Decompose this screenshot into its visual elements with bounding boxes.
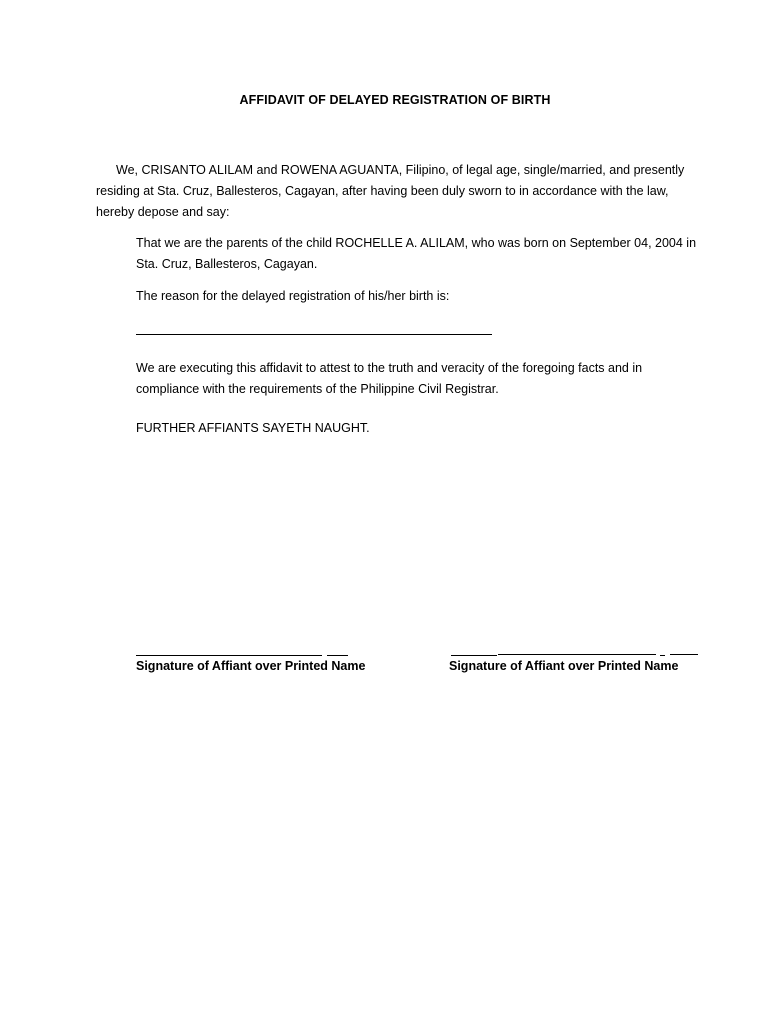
closing-statement: FURTHER AFFIANTS SAYETH NAUGHT. [136, 421, 370, 435]
parents-line-2: Sta. Cruz, Ballesteros, Cagayan. [136, 257, 318, 271]
reason-paragraph: The reason for the delayed registration of his/her birth is: [136, 289, 450, 303]
signature-line-right-gap [660, 655, 665, 656]
intro-line-2: residing at Sta. Cruz, Ballesteros, Cagayan, after having been duly sworn to in accordance with the law, [96, 184, 669, 198]
intro-line-1: We, CRISANTO ALILAM and ROWENA AGUANTA, Filipino, of legal age, single/married, and presently [116, 163, 685, 177]
reason-blank-line [136, 334, 492, 335]
signature-line-right [498, 654, 656, 655]
signature-label-right: Signature of Affiant over Printed Name [449, 659, 679, 673]
executing-line-1: We are executing this affidavit to attest to the truth and veracity of the foregoing facts and in [136, 361, 643, 375]
parents-line-1: That we are the parents of the child ROCHELLE A. ALILAM, who was born on September 04, 2004 in [136, 236, 697, 250]
executing-line-2: compliance with the requirements of the Philippine Civil Registrar. [136, 382, 499, 396]
intro-paragraph [96, 160, 685, 223]
signature-line-right-start [451, 655, 497, 656]
signature-label-left: Signature of Affiant over Printed Name [136, 659, 366, 673]
signature-line-left-tail [327, 655, 348, 656]
executing-paragraph [136, 358, 642, 400]
signature-line-right-tail [670, 654, 698, 655]
signature-line-left [136, 655, 322, 656]
document-title: AFFIDAVIT OF DELAYED REGISTRATION OF BIRTH [239, 93, 551, 107]
parents-paragraph [136, 233, 696, 275]
intro-line-3: hereby depose and say: [96, 205, 230, 219]
